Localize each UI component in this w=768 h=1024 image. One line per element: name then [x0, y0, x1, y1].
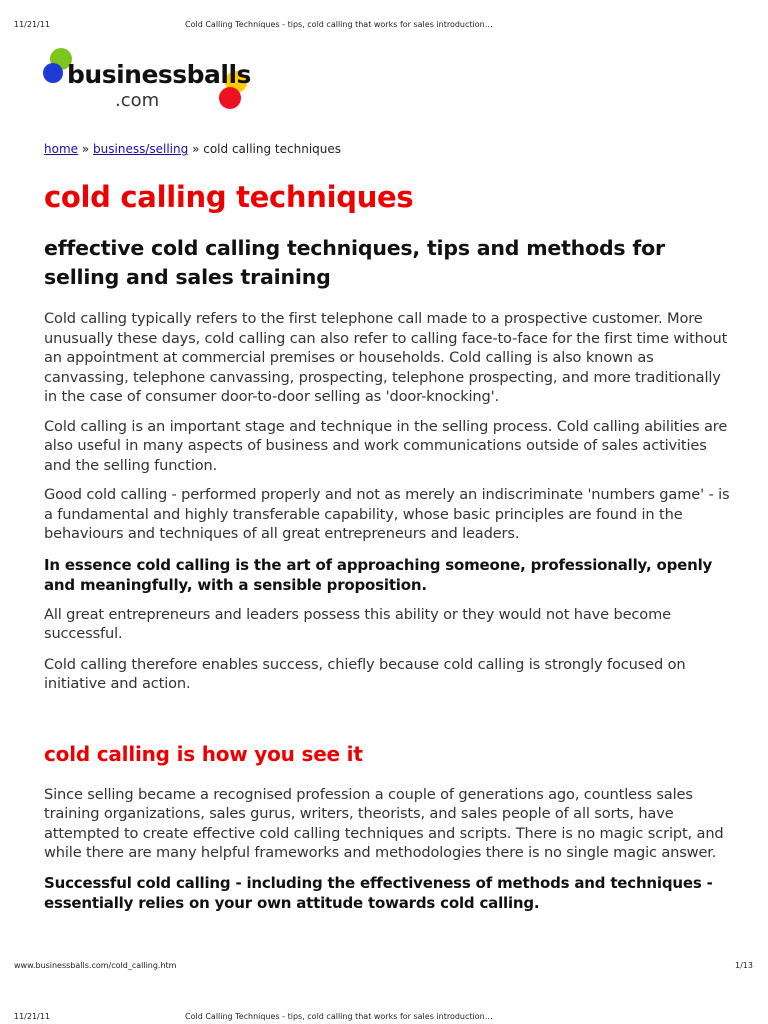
section-heading-how-you-see-it: cold calling is how you see it	[44, 741, 363, 766]
print-footer-page-number: 1/13	[735, 961, 753, 970]
intro-paragraph-5: All great entrepreneurs and leaders possess this ability or they would not have become successful.	[44, 605, 671, 642]
site-logo[interactable]	[40, 44, 255, 114]
print-header-next-page	[0, 1012, 768, 1024]
logo-text-main: businessballs	[67, 60, 251, 89]
intro-paragraph-2: Cold calling is an important stage and technique in the selling process. Cold calling abilities are also useful in many aspects of business and work communications outside of sales activities and the selling function.	[44, 417, 728, 474]
main-content	[44, 140, 734, 913]
breadcrumb-separator: »	[192, 142, 200, 156]
section2-paragraph-1: Since selling became a recognised profession a couple of generations ago, countless sales training organizations, sales gurus, writers, theorists, and sales people of all sorts, have attempted to create effective cold calling techniques and scripts. There is no magic script, and while there are many helpful frameworks and methodologies there is no single magic answer.	[44, 785, 724, 861]
logo-blue-ball	[43, 63, 63, 83]
breadcrumb-home-link[interactable]: home	[44, 142, 79, 156]
intro-paragraph-3: Good cold calling - performed properly and not as merely an indiscriminate 'numbers game' - is a fundamental and highly transferable capability, whose basic principles are found in the behaviours and techniques of all great entrepreneurs and leaders.	[44, 486, 730, 542]
section2-paragraph-2-bold: Successful cold calling - including the effectiveness of methods and techniques - essentially relies on your own attitude towards cold calling.	[44, 873, 713, 912]
print-page-title: Cold Calling Techniques - tips, cold calling that works for sales introduction…	[185, 20, 493, 29]
breadcrumb-current: cold calling techniques	[203, 142, 342, 156]
logo-text-sub: .com	[115, 90, 160, 111]
page-subtitle: effective cold calling techniques, tips and methods for selling and sales training	[44, 236, 665, 289]
breadcrumb	[44, 140, 734, 158]
businessballs-logo-graphic	[40, 44, 255, 114]
intro-paragraph-1: Cold calling typically refers to the first telephone call made to a prospective customer. More unusually these days, cold calling can also refer to calling face-to-face for the first time without an appointment at commercial premises or households. Cold calling is also known as canvassing, telephone canvassing, prospecting, telephone prospecting, and more traditionally in the case of consumer door-to-door selling as 'door-knocking'.	[44, 310, 728, 405]
page-title: cold calling techniques	[44, 180, 414, 214]
intro-paragraph-6: Cold calling therefore enables success, chiefly because cold calling is strongly focused on initiative and action.	[44, 655, 686, 692]
breadcrumb-business-link[interactable]: business/selling	[93, 142, 189, 156]
print-date: 11/21/11	[14, 1012, 50, 1021]
logo-red-ball	[219, 87, 241, 109]
print-date: 11/21/11	[14, 20, 50, 29]
print-footer-url: www.businessballs.com/cold_calling.htm	[14, 961, 177, 970]
print-page-title: Cold Calling Techniques - tips, cold calling that works for sales introduction…	[185, 1012, 493, 1021]
intro-paragraph-4-bold: In essence cold calling is the art of approaching someone, professionally, openly and meaningfully, with a sensible proposition.	[44, 555, 713, 594]
breadcrumb-separator: »	[81, 142, 90, 156]
print-header	[0, 20, 768, 32]
